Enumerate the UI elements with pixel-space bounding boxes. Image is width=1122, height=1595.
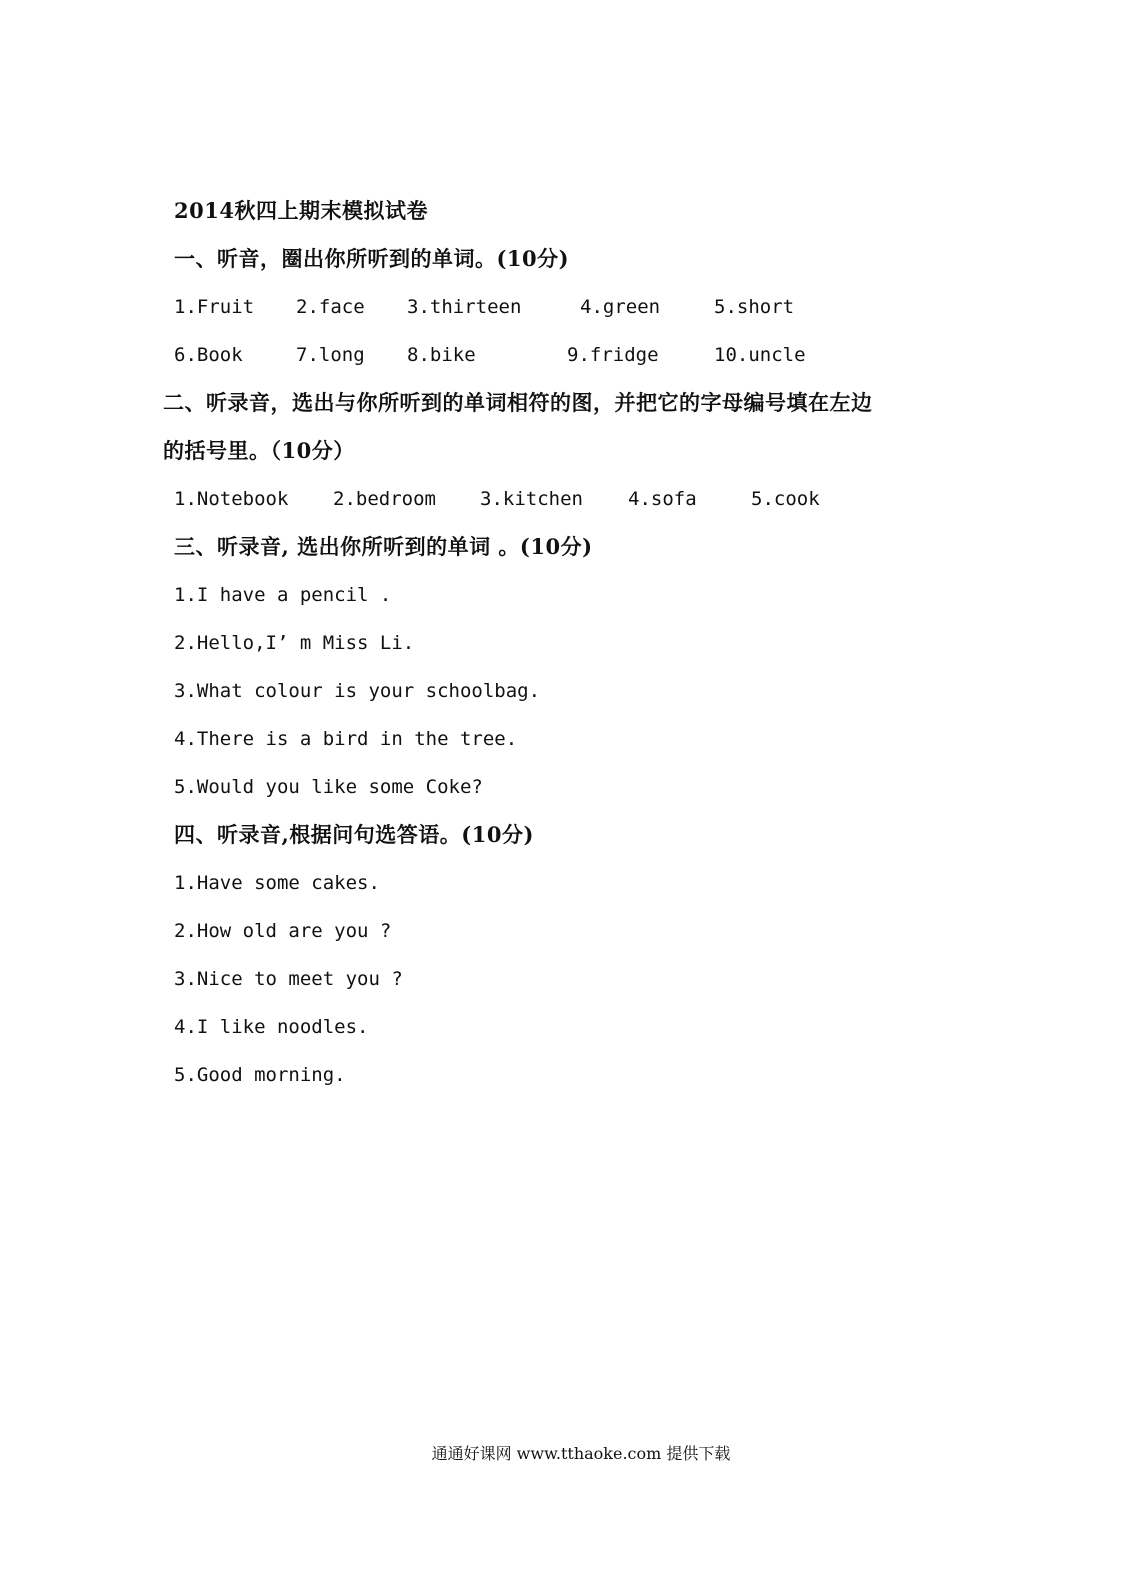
sentence-line: 2.Hello,I’ m Miss Li. [174, 632, 415, 654]
word-item: 8.bike [407, 344, 476, 366]
word-item: 4.green [580, 296, 661, 318]
word-item: 1.Fruit [174, 296, 255, 318]
page-footer: 通通好课网 www.tthaoke.com 提供下载 [431, 1444, 731, 1463]
section-2-heading-line-2: 的括号里。（10分） [163, 438, 355, 463]
sentence-line: 1.Have some cakes. [174, 872, 380, 894]
word-item: 5.short [714, 296, 795, 318]
sentence-line: 3.Nice to meet you ? [174, 968, 403, 990]
word-item: 2.bedroom [333, 488, 436, 510]
sentence-line: 3.What colour is your schoolbag. [174, 680, 541, 702]
word-item: 2.face [296, 296, 365, 318]
word-item: 5.cook [751, 488, 820, 510]
sentence-line: 4.I like noodles. [174, 1016, 369, 1038]
word-item: 10.uncle [714, 344, 806, 366]
section-3-heading: 三、听录音, 选出你所听到的单词 。(10分) [174, 534, 593, 559]
section-4-heading: 四、听录音,根据问句选答语。(10分) [174, 822, 534, 847]
sentence-line: 2.How old are you ? [174, 920, 392, 942]
sentence-line: 5.Would you like some Coke? [174, 776, 483, 798]
sentence-line: 1.I have a pencil . [174, 584, 392, 606]
sentence-line: 4.There is a bird in the tree. [174, 728, 518, 750]
word-item: 1.Notebook [174, 488, 289, 510]
word-item: 3.thirteen [407, 296, 522, 318]
sentence-line: 5.Good morning. [174, 1064, 346, 1086]
word-item: 4.sofa [628, 488, 697, 510]
word-item: 7.long [296, 344, 365, 366]
word-item: 9.fridge [567, 344, 659, 366]
section-1-heading: 一、听音，圈出你所听到的单词。(10分) [174, 246, 570, 271]
section-2-heading-line-1: 二、听录音，选出与你所听到的单词相符的图，并把它的字母编号填在左边 [163, 390, 873, 415]
word-item: 6.Book [174, 344, 243, 366]
word-item: 3.kitchen [480, 488, 583, 510]
exam-title: 2014秋四上期末模拟试卷 [174, 198, 428, 223]
